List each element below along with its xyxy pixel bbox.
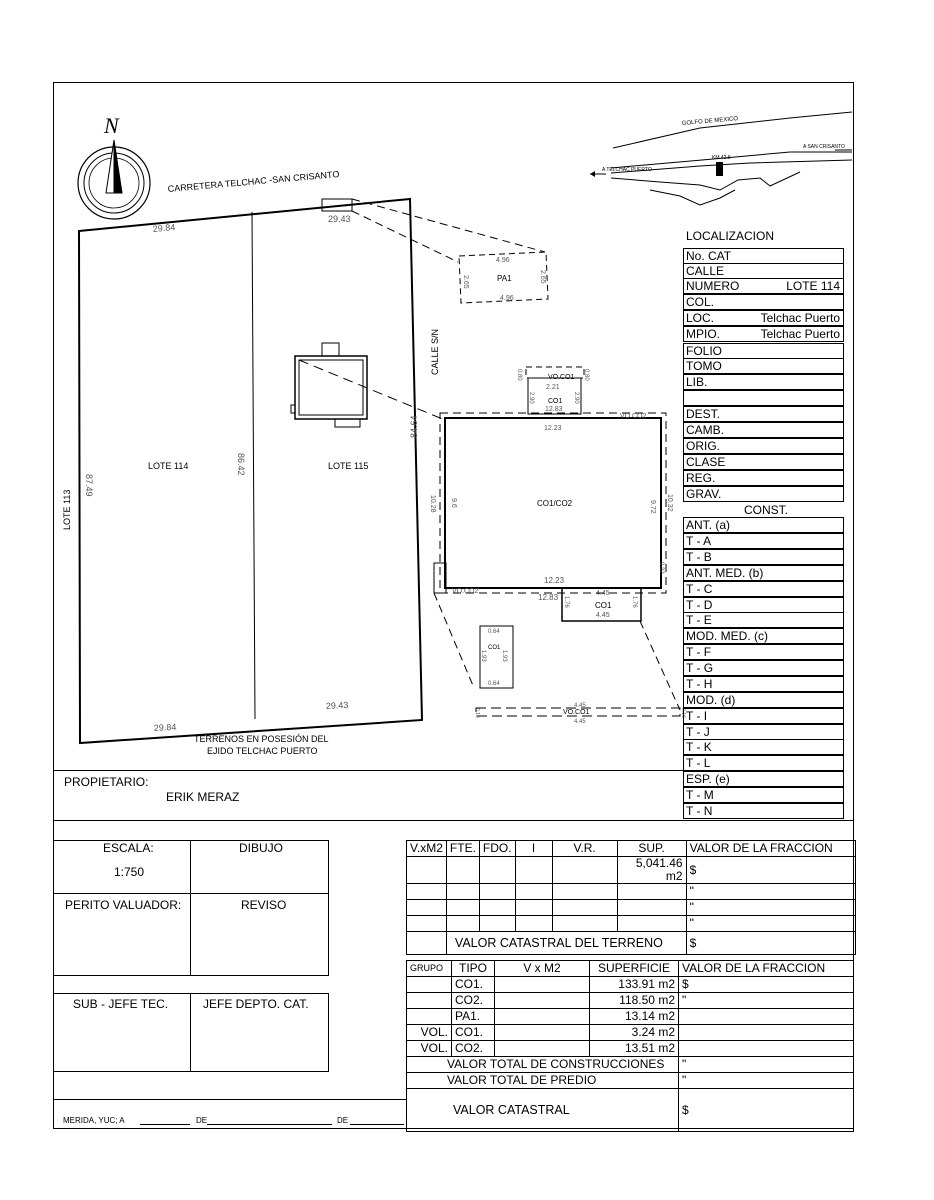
col-fraccion: VALOR DE LA FRACCION bbox=[686, 841, 855, 857]
row-orig: ORIG. bbox=[683, 438, 844, 454]
row-calle: CALLE bbox=[683, 263, 844, 279]
svg-text:GOLFO DE MEXICO: GOLFO DE MEXICO bbox=[681, 116, 739, 127]
construcciones-table bbox=[406, 960, 854, 1132]
road-label: CARRETERA TELCHAC -SAN CRISANTO bbox=[167, 169, 340, 194]
svg-text:A TELCHAC PUERTO: A TELCHAC PUERTO bbox=[602, 167, 652, 173]
svg-text:1.76: 1.76 bbox=[631, 596, 637, 608]
table-row bbox=[407, 1025, 854, 1041]
const-row: T - A bbox=[683, 533, 844, 549]
table-cell: PA1. bbox=[452, 1009, 495, 1025]
lot-113-label: LOTE 113 bbox=[62, 489, 72, 530]
table-cell bbox=[679, 1009, 854, 1025]
col-fraccion: VALOR DE LA FRACCION bbox=[679, 961, 854, 977]
const-row: ESP. (e) bbox=[683, 771, 844, 787]
const-title: CONST. bbox=[744, 503, 789, 517]
row-grav: GRAV. bbox=[683, 486, 844, 502]
table-cell bbox=[515, 916, 552, 932]
const-row: ANT. MED. (b) bbox=[683, 565, 844, 581]
svg-text:PA1: PA1 bbox=[497, 274, 512, 283]
table-row bbox=[407, 977, 854, 993]
col-vr: V.R. bbox=[552, 841, 617, 857]
table-cell bbox=[617, 900, 686, 916]
table-cell bbox=[495, 1041, 590, 1057]
table-row bbox=[407, 932, 856, 955]
row-no-cat: No. CAT bbox=[683, 248, 844, 264]
scale-label: ESCALA: bbox=[103, 841, 154, 855]
table-cell bbox=[552, 900, 617, 916]
svg-text:2.65: 2.65 bbox=[462, 275, 469, 289]
col-vxm2: V.xM2 bbox=[407, 841, 447, 857]
dim-right: 84.64 bbox=[409, 415, 419, 438]
svg-text:KM 42.5: KM 42.5 bbox=[712, 155, 731, 161]
table-cell: 3.24 m2 bbox=[590, 1025, 679, 1041]
svg-text:A SAN CRISANTO: A SAN CRISANTO bbox=[803, 144, 845, 150]
owner-bottom-divider bbox=[53, 820, 854, 821]
svg-text:0.80: 0.80 bbox=[583, 369, 589, 381]
building-footprint bbox=[291, 343, 367, 427]
dim-bottom-right: 29.43 bbox=[325, 699, 349, 711]
table-cell: " bbox=[686, 900, 855, 916]
table-cell bbox=[479, 916, 515, 932]
table-cell bbox=[515, 900, 552, 916]
const-row: T - I bbox=[683, 708, 844, 724]
table-cell: 118.50 m2 bbox=[590, 993, 679, 1009]
table-cell: " bbox=[686, 916, 855, 932]
const-row: T - G bbox=[683, 660, 844, 676]
svg-text:CO1/CO2: CO1/CO2 bbox=[537, 499, 573, 508]
dim-top-left: 29.84 bbox=[152, 222, 176, 234]
table-cell bbox=[495, 1025, 590, 1041]
table-cell bbox=[446, 884, 479, 900]
table-cell bbox=[446, 900, 479, 916]
col-fdo: FDO. bbox=[479, 841, 515, 857]
const-row: ANT. (a) bbox=[683, 517, 844, 533]
const-row: MOD. MED. (c) bbox=[683, 628, 844, 644]
terreno-total-label: VALOR CATASTRAL DEL TERRENO bbox=[446, 932, 686, 955]
table-cell bbox=[446, 916, 479, 932]
date-blank-1 bbox=[140, 1124, 190, 1125]
table-cell: CO1. bbox=[452, 977, 495, 993]
svg-text:12.23: 12.23 bbox=[544, 576, 565, 585]
col-i: I bbox=[515, 841, 552, 857]
col-sup: SUP. bbox=[617, 841, 686, 857]
table-row bbox=[407, 916, 856, 932]
total-predio-label: VALOR TOTAL DE PREDIO bbox=[407, 1073, 679, 1089]
date-blank-2 bbox=[207, 1124, 332, 1125]
total-predio-value: " bbox=[679, 1073, 854, 1089]
row-blank bbox=[683, 390, 844, 406]
svg-text:2.21: 2.21 bbox=[546, 384, 560, 391]
row-loc: LOC. Telchac Puerto bbox=[683, 310, 844, 326]
lot-114-label: LOTE 114 bbox=[148, 461, 189, 471]
table-row bbox=[407, 1009, 854, 1025]
dim-middle: 86.42 bbox=[236, 453, 246, 476]
row-clase: CLASE bbox=[683, 454, 844, 470]
svg-text:1.93: 1.93 bbox=[480, 650, 486, 662]
table-cell: 13.51 m2 bbox=[590, 1041, 679, 1057]
table-cell bbox=[679, 1025, 854, 1041]
table-cell: CO2. bbox=[452, 1041, 495, 1057]
svg-text:4.45: 4.45 bbox=[596, 612, 610, 619]
dim-bottom-left: 29.84 bbox=[153, 721, 177, 733]
table-row bbox=[407, 841, 856, 857]
row-reg: REG. bbox=[683, 470, 844, 486]
col-superficie: SUPERFICIE bbox=[590, 961, 679, 977]
svg-text:0.16: 0.16 bbox=[680, 708, 686, 718]
table-cell bbox=[515, 857, 552, 884]
owner-divider bbox=[53, 770, 684, 771]
reviso-label: REVISO bbox=[241, 898, 287, 912]
bottom-note-1: TERRENOS EN POSESIÓN DEL bbox=[194, 734, 329, 744]
svg-text:4.96: 4.96 bbox=[496, 257, 510, 264]
location-map bbox=[590, 112, 852, 205]
lot-divider bbox=[252, 212, 255, 719]
const-row: T - K bbox=[683, 739, 844, 755]
const-row: T - D bbox=[683, 597, 844, 613]
svg-text:VO.CO1: VO.CO1 bbox=[548, 374, 575, 381]
table-cell bbox=[407, 884, 447, 900]
const-row: MOD. (d) bbox=[683, 692, 844, 708]
dim-top-right: 29.43 bbox=[328, 214, 351, 224]
table-row bbox=[407, 900, 856, 916]
svg-text:1.93: 1.93 bbox=[501, 650, 507, 662]
svg-text:2.65: 2.65 bbox=[539, 270, 546, 284]
table-cell: VOL. bbox=[407, 1025, 452, 1041]
table-cell bbox=[617, 916, 686, 932]
date-line-frame bbox=[53, 1099, 407, 1100]
svg-text:4.45: 4.45 bbox=[574, 703, 586, 709]
svg-text:0.64: 0.64 bbox=[488, 681, 500, 687]
svg-text:0.16: 0.16 bbox=[474, 708, 480, 718]
terreno-total-value: $ bbox=[686, 932, 855, 955]
svg-text:10.28: 10.28 bbox=[429, 495, 436, 513]
table-cell bbox=[552, 857, 617, 884]
svg-text:VO.CO1: VO.CO1 bbox=[563, 709, 590, 716]
table-cell: $ bbox=[686, 857, 855, 884]
const-row: T - M bbox=[683, 787, 844, 803]
valor-catastral-label: VALOR CATASTRAL bbox=[407, 1089, 679, 1132]
const-row: T - H bbox=[683, 676, 844, 692]
svg-text:2.90: 2.90 bbox=[528, 392, 534, 404]
svg-text:4.45: 4.45 bbox=[574, 719, 586, 725]
svg-text:1.76: 1.76 bbox=[563, 596, 569, 608]
table-cell bbox=[407, 900, 447, 916]
table-cell bbox=[407, 993, 452, 1009]
table-cell bbox=[479, 884, 515, 900]
dim-left: 87.49 bbox=[84, 474, 94, 497]
parcel-outline bbox=[79, 199, 422, 743]
table-cell bbox=[407, 977, 452, 993]
row-col: COL. bbox=[683, 294, 844, 310]
table-row bbox=[407, 1073, 854, 1089]
north-letter: N bbox=[104, 113, 119, 138]
total-construcciones-value: " bbox=[679, 1057, 854, 1073]
table-cell bbox=[515, 884, 552, 900]
total-construcciones-label: VALOR TOTAL DE CONSTRUCCIONES bbox=[407, 1057, 679, 1073]
svg-text:9.72: 9.72 bbox=[649, 500, 656, 514]
bottom-note-2: EJIDO TELCHAC PUERTO bbox=[207, 746, 318, 756]
table-row bbox=[407, 1041, 854, 1057]
svg-text:2.90: 2.90 bbox=[573, 392, 579, 404]
street-label: CALLE S/N bbox=[430, 328, 440, 375]
const-row: T - J bbox=[683, 724, 844, 740]
svg-text:CO1: CO1 bbox=[595, 601, 612, 610]
table-row bbox=[407, 993, 854, 1009]
subjefe-label: SUB - JEFE TEC. bbox=[73, 997, 169, 1011]
table-cell bbox=[407, 857, 447, 884]
svg-text:0.64: 0.64 bbox=[488, 629, 500, 635]
table-cell bbox=[617, 884, 686, 900]
date-blank-3 bbox=[350, 1124, 404, 1125]
const-row: T - E bbox=[683, 612, 844, 628]
row-dest: DEST. bbox=[683, 406, 844, 422]
svg-text:CO1: CO1 bbox=[548, 398, 563, 405]
svg-text:12.83: 12.83 bbox=[538, 593, 559, 602]
jefe-label: JEFE DEPTO. CAT. bbox=[203, 997, 309, 1011]
table-cell bbox=[407, 916, 447, 932]
localizacion-title: LOCALIZACION bbox=[686, 229, 775, 243]
col-grupo: GRUPO bbox=[407, 961, 452, 977]
col-vxm2: V x M2 bbox=[495, 961, 590, 977]
svg-text:10.32: 10.32 bbox=[666, 494, 673, 512]
svg-text:4.96: 4.96 bbox=[500, 295, 514, 302]
table-cell: $ bbox=[679, 977, 854, 993]
svg-text:0.80: 0.80 bbox=[516, 369, 522, 381]
de-label-2: DE bbox=[337, 1116, 349, 1125]
const-row: T - C bbox=[683, 581, 844, 597]
table-cell bbox=[479, 900, 515, 916]
table-cell bbox=[552, 884, 617, 900]
owner-label: PROPIETARIO: bbox=[64, 775, 149, 789]
table-cell: 133.91 m2 bbox=[590, 977, 679, 993]
table-row bbox=[407, 884, 856, 900]
terreno-sup: 5,041.46 m2 bbox=[617, 857, 686, 884]
const-row: T - L bbox=[683, 755, 844, 771]
row-tomo: TOMO bbox=[683, 358, 844, 374]
table-cell bbox=[446, 857, 479, 884]
svg-text:CO1: CO1 bbox=[488, 645, 501, 651]
col-tipo: TIPO bbox=[452, 961, 495, 977]
svg-text:4.45: 4.45 bbox=[596, 590, 610, 597]
row-numero: NUMERO LOTE 114 bbox=[683, 278, 844, 294]
table-cell bbox=[495, 993, 590, 1009]
svg-text:12.23: 12.23 bbox=[544, 425, 562, 432]
svg-text:VO.CO2: VO.CO2 bbox=[452, 588, 479, 595]
table-cell: " bbox=[686, 884, 855, 900]
table-cell bbox=[495, 1009, 590, 1025]
table-row bbox=[407, 857, 856, 884]
svg-text:0.32: 0.32 bbox=[658, 562, 664, 574]
north-arrow-icon bbox=[78, 140, 150, 219]
terreno-table bbox=[406, 840, 856, 955]
table-row bbox=[407, 1089, 854, 1132]
svg-text:12.83: 12.83 bbox=[545, 406, 563, 413]
table-cell bbox=[679, 1041, 854, 1057]
valor-catastral-value: $ bbox=[679, 1089, 854, 1132]
table-cell bbox=[407, 932, 447, 955]
table-cell bbox=[479, 857, 515, 884]
owner-name: ERIK MERAZ bbox=[166, 790, 240, 804]
row-lib: LIB. bbox=[683, 374, 844, 390]
svg-text:VO.CO2: VO.CO2 bbox=[620, 413, 647, 420]
table-cell bbox=[552, 916, 617, 932]
const-row: T - B bbox=[683, 549, 844, 565]
table-row bbox=[407, 961, 854, 977]
table-cell: CO2. bbox=[452, 993, 495, 1009]
lot-115-label: LOTE 115 bbox=[328, 461, 369, 471]
table-row bbox=[407, 1057, 854, 1073]
table-cell bbox=[407, 1009, 452, 1025]
table-cell: " bbox=[679, 993, 854, 1009]
table-cell: CO1. bbox=[452, 1025, 495, 1041]
col-fte: FTE. bbox=[446, 841, 479, 857]
drawing-label: DIBUJO bbox=[239, 841, 284, 855]
table-cell bbox=[495, 977, 590, 993]
const-row: T - F bbox=[683, 644, 844, 660]
row-mpio: MPIO. Telchac Puerto bbox=[683, 326, 844, 342]
table-cell: 13.14 m2 bbox=[590, 1009, 679, 1025]
perito-label: PERITO VALUADOR: bbox=[65, 898, 182, 912]
const-row: T - N bbox=[683, 803, 844, 819]
merida-label: MERIDA, YUC; A bbox=[63, 1116, 125, 1125]
row-folio: FOLIO bbox=[683, 343, 844, 359]
de-label-1: DE bbox=[196, 1116, 208, 1125]
scale-value: 1:750 bbox=[114, 865, 145, 879]
row-camb: CAMB. bbox=[683, 422, 844, 438]
svg-text:9.6: 9.6 bbox=[450, 498, 457, 508]
table-cell: VOL. bbox=[407, 1041, 452, 1057]
